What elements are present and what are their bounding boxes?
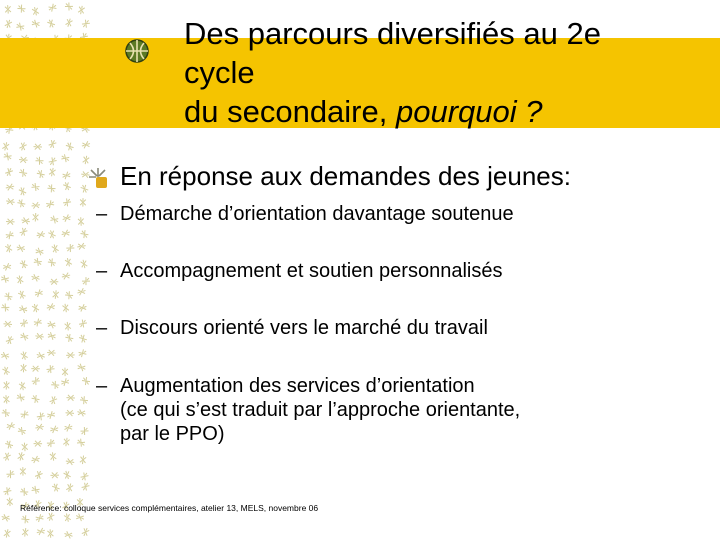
sub-bullet-text-line-1: Augmentation des services d’orientation xyxy=(120,375,475,397)
sub-bullet-4 xyxy=(96,374,520,446)
slide-title xyxy=(184,14,720,131)
sub-bullet-text: Démarche d’orientation davantage soutenue xyxy=(120,203,514,225)
title-line-3 xyxy=(184,92,720,131)
title-line-3-normal: du secondaire, xyxy=(184,94,396,129)
sub-bullet-text: Discours orienté vers le marché du travail xyxy=(120,317,488,339)
title-line-3-italic: pourquoi ? xyxy=(395,94,543,129)
sub-bullet-dash: – xyxy=(96,375,108,397)
bullet-level-1: En réponse aux demandes des jeunes: xyxy=(120,161,571,191)
sub-bullet-dash: – xyxy=(96,260,108,282)
sub-bullet-text-line-3: par le PPO) xyxy=(120,423,225,445)
sub-bullet-dash: – xyxy=(96,203,108,225)
sub-bullet-text: Accompagnement et soutien personnalisés xyxy=(120,260,503,282)
sub-bullet-3 xyxy=(96,316,488,340)
sparkle-bullet-icon xyxy=(86,164,112,190)
sub-bullet-2 xyxy=(96,259,502,283)
title-line-2: cycle xyxy=(184,55,255,90)
title-line-1: Des parcours diversifiés au 2e xyxy=(184,16,601,51)
globe-icon xyxy=(124,38,150,64)
sub-bullet-text-line-2: (ce qui s’est traduit par l’approche orientante, xyxy=(120,399,521,421)
reference-note: Référence: colloque services complémentaires, atelier 13, MELS, novembre 06 xyxy=(20,503,319,513)
sub-bullet-dash: – xyxy=(96,317,108,339)
sub-bullet-1 xyxy=(96,202,514,226)
